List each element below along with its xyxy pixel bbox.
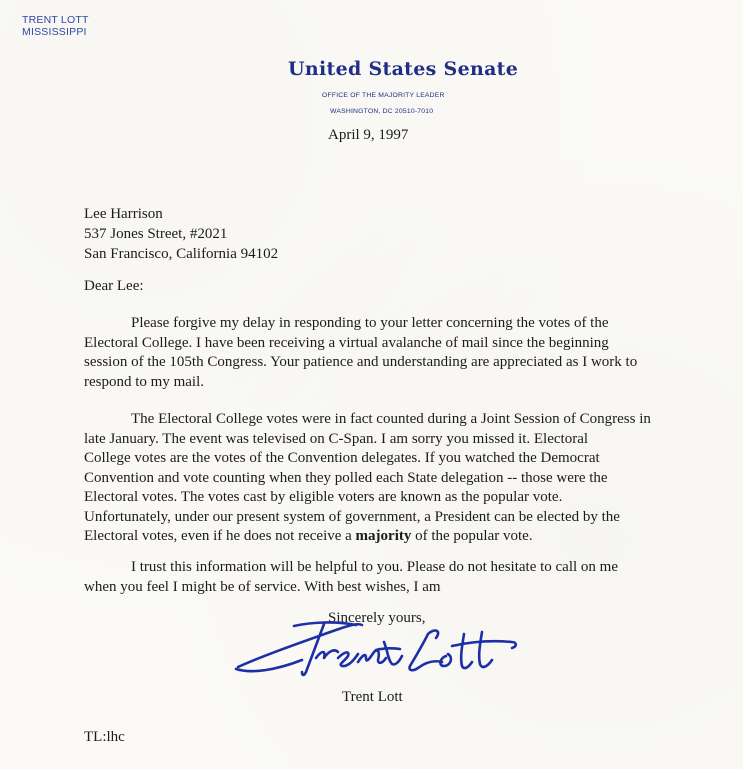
signature-stroke <box>428 631 438 638</box>
paragraph-line: College votes are the votes of the Convention delegates. If you watched the Democrat <box>84 450 600 466</box>
paragraph-line: when you feel I might be of service. With best wishes, I am <box>84 578 441 595</box>
paragraph-line: The Electoral College votes were in fact counted during a Joint Session of Congress in <box>131 411 651 427</box>
signature-stroke <box>409 634 442 670</box>
signer-name: Trent Lott <box>342 689 403 705</box>
sender-name: TRENT LOTT <box>22 14 89 26</box>
paragraph-3 <box>84 558 618 597</box>
typist-initials: TL:lhc <box>84 729 125 745</box>
paragraph-line: I trust this information will be helpful to you. Please do not hesitate to call on me <box>131 559 618 575</box>
paragraph-line: session of the 105th Congress. Your patience and understanding are appreciated as I work to <box>84 354 638 370</box>
recipient-name: Lee Harrison <box>84 206 163 222</box>
signature-stroke <box>479 632 492 667</box>
paragraph-line-last <box>84 527 651 547</box>
sender-block <box>22 14 89 38</box>
paragraph-line: respond to my mail. <box>84 373 204 390</box>
letterhead-title: United States Senate <box>288 58 519 80</box>
paragraph-line: Unfortunately, under our present system of government, a President can be elected by the <box>84 508 620 525</box>
signature-stroke <box>384 642 402 664</box>
signature-stroke <box>338 652 358 666</box>
text-run: of the popular vote. <box>411 528 533 544</box>
paragraph-1 <box>84 314 637 392</box>
paragraph-2 <box>84 410 651 547</box>
closing: Sincerely yours, <box>328 610 426 626</box>
paragraph-line: Convention and vote counting when they polled each State delegation -- those were the <box>84 469 608 486</box>
signature-stroke <box>461 634 472 668</box>
handwritten-signature <box>232 612 522 692</box>
salutation: Dear Lee: <box>84 278 144 294</box>
letterhead-office: OFFICE OF THE MAJORITY LEADER <box>322 92 445 99</box>
letterhead-address: WASHINGTON, DC 20510-7010 <box>330 108 434 115</box>
paragraph-line: Please forgive my delay in responding to your letter concerning the votes of the <box>131 315 609 331</box>
paragraph-line: Electoral votes. The votes cast by eligible voters are known as the popular vote. <box>84 489 563 505</box>
paragraph-line: Electoral College. I have been receiving a virtual avalanche of mail since the beginning <box>84 334 609 351</box>
bold-word: majority <box>355 528 412 544</box>
recipient-address <box>84 204 278 264</box>
letter-date: April 9, 1997 <box>328 127 409 143</box>
signature-stroke <box>440 654 451 666</box>
signature-stroke <box>316 650 338 658</box>
signature-stroke <box>302 624 324 675</box>
signature-stroke <box>358 650 386 662</box>
text-run: Electoral votes, even if he does not receive a <box>84 528 356 544</box>
recipient-city: San Francisco, California 94102 <box>84 246 279 262</box>
recipient-street: 537 Jones Street, #2021 <box>84 226 228 242</box>
signature-stroke <box>376 648 400 650</box>
signature-stroke <box>236 660 302 671</box>
sender-state: MISSISSIPPI <box>22 26 87 38</box>
paragraph-line: late January. The event was televised on C-Span. I am sorry you missed it. Electoral <box>84 430 589 447</box>
